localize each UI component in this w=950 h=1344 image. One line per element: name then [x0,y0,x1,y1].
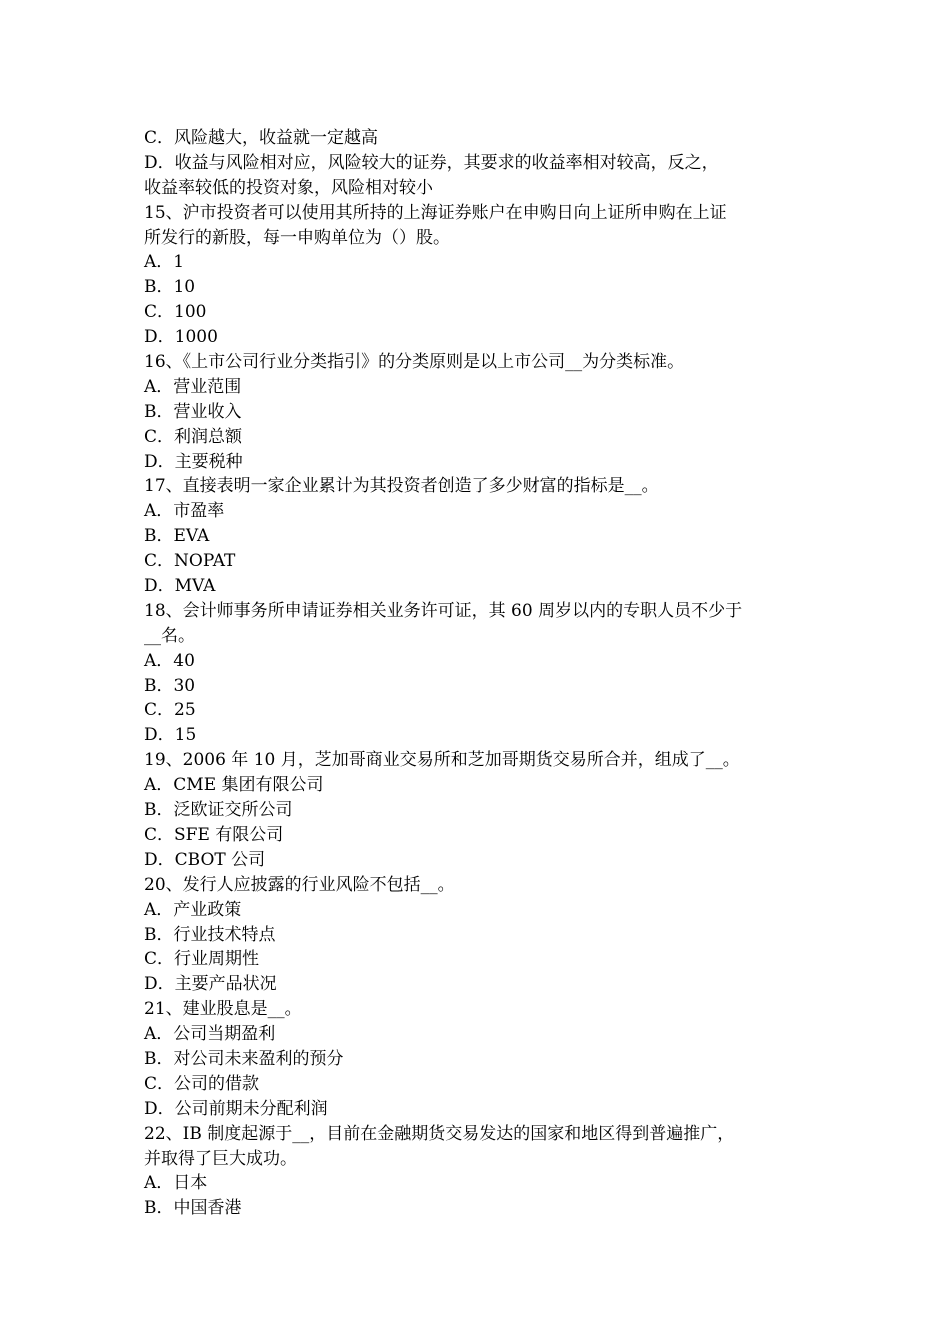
option-line: B．EVA [144,526,210,547]
option-line: D．15 [144,725,197,746]
option-line: B．10 [144,277,196,298]
question-20: 20、发行人应披露的行业风险不包括__。 [144,874,455,895]
option-line: B．行业技术特点 [144,924,276,945]
option-line: B．中国香港 [144,1198,242,1219]
question-22-continued: 并取得了巨大成功。 [144,1148,297,1169]
question-18: 18、会计师事务所申请证券相关业务许可证，其 60 周岁以内的专职人员不少于 [144,600,743,621]
option-line: A．产业政策 [144,899,242,920]
option-line: C．利润总额 [144,426,243,447]
option-line: D．主要税种 [144,451,243,472]
option-line: A．市盈率 [144,501,225,522]
document-body [144,126,824,1221]
option-line: C．100 [144,302,207,323]
option-line: D．CBOT 公司 [144,849,266,870]
option-line: C．行业周期性 [144,949,260,970]
question-22: 22、IB 制度起源于__，目前在金融期货交易发达的国家和地区得到普遍推广， [144,1123,735,1144]
option-line: D．MVA [144,576,216,597]
option-line: A．40 [144,650,195,671]
option-line: B．对公司未来盈利的预分 [144,1048,344,1069]
option-line: C．公司的借款 [144,1073,260,1094]
question-18-continued: __名。 [144,625,195,646]
option-line: C．SFE 有限公司 [144,824,284,845]
option-line: A．营业范围 [144,376,242,397]
question-21: 21、建业股息是__。 [144,999,302,1020]
option-line: B．泛欧证交所公司 [144,800,293,821]
question-16: 16、《上市公司行业分类指引》的分类原则是以上市公司__为分类标准。 [144,352,685,373]
option-line: D．收益与风险相对应，风险较大的证券，其要求的收益率相对较高，反之， [144,152,719,173]
option-line: A．1 [144,252,185,273]
option-line-continued: 收益率较低的投资对象，风险相对较小 [144,177,433,198]
question-15-continued: 所发行的新股，每一申购单位为（）股。 [144,227,450,248]
option-line: D．主要产品状况 [144,974,277,995]
option-line: C．NOPAT [144,551,236,572]
question-19: 19、2006 年 10 月，芝加哥商业交易所和芝加哥期货交易所合并，组成了__。 [144,750,740,771]
option-line: C．风险越大，收益就一定越高 [144,128,379,148]
option-line: D．公司前期未分配利润 [144,1098,328,1119]
option-line: A．公司当期盈利 [144,1024,276,1045]
option-line: A．日本 [144,1173,208,1194]
question-15: 15、沪市投资者可以使用其所持的上海证券账户在申购日向上证所申购在上证 [144,202,727,223]
option-line: B．营业收入 [144,401,242,422]
option-line: C．25 [144,700,196,721]
option-line: B．30 [144,675,196,696]
question-17: 17、直接表明一家企业累计为其投资者创造了多少财富的指标是__。 [144,476,659,497]
option-line: A．CME 集团有限公司 [144,775,324,796]
option-line: D．1000 [144,327,218,348]
